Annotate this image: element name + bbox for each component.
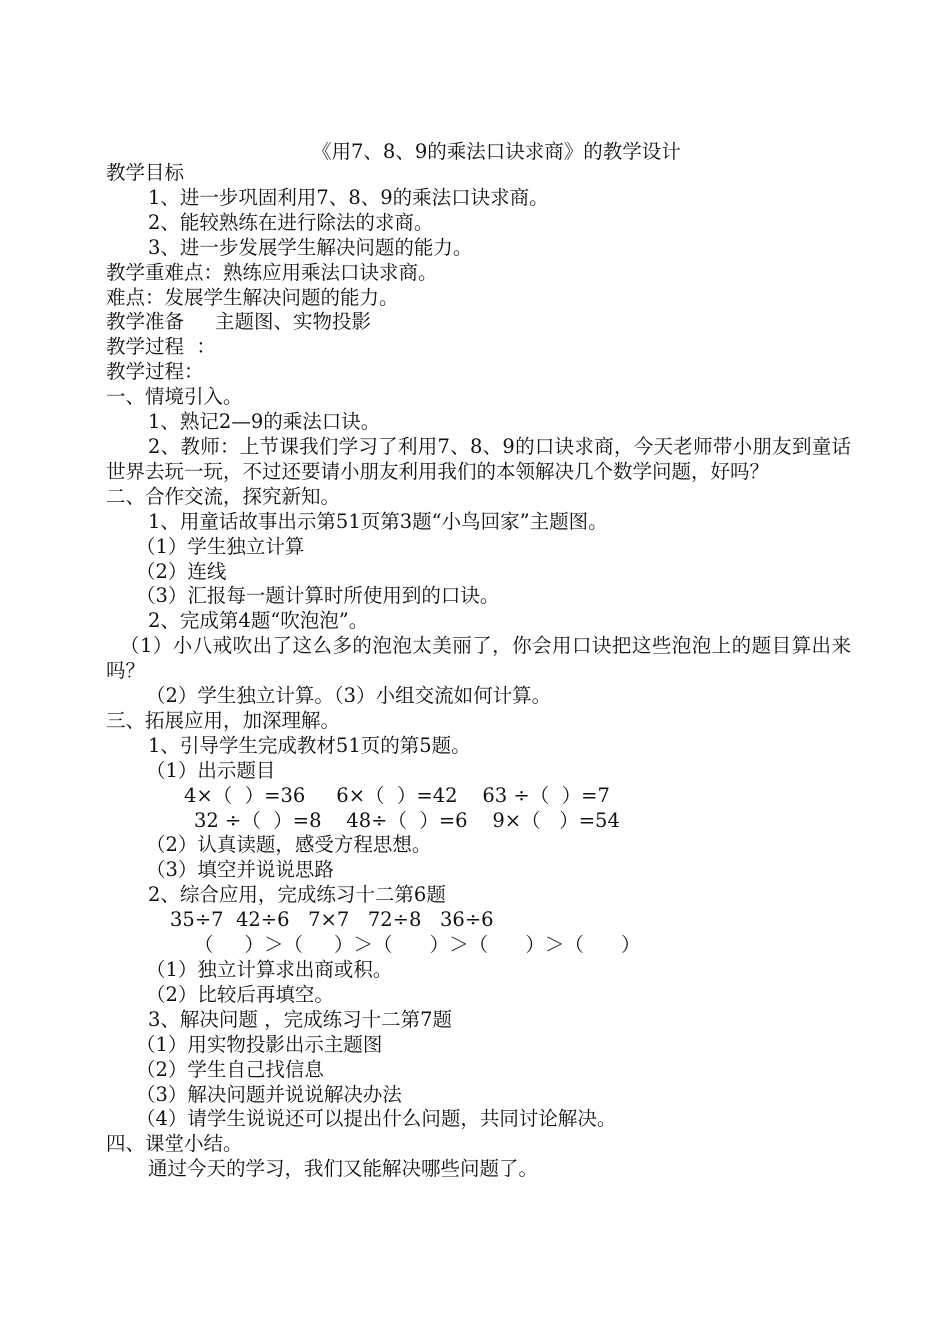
step-item: 3、解决问题 ，完成练习十二第7题 [148, 1007, 453, 1031]
goal-item: 2、能较熟练在进行除法的求商。 [148, 210, 434, 234]
step-item: 1、用童话故事出示第51页第3题“小鸟回家”主题图。 [148, 509, 608, 533]
step-item: 1、引导学生完成教材51页的第5题。 [148, 733, 471, 757]
expression-row: 35÷7 42÷6 7×7 72÷8 36÷6 [170, 908, 494, 932]
sub-step: （2）认真读题，感受方程思想。 [146, 833, 432, 857]
goal-item: 1、进一步巩固利用7、8、9的乘法口诀求商。 [148, 185, 549, 209]
heading-teaching-process: 教学过程 ： [106, 335, 216, 359]
comparison-row: （ ）＞（ ）＞（ ）＞（ ）＞（ ） [194, 933, 641, 957]
key-points: 教学重难点：熟练应用乘法口诀求商。 [106, 260, 438, 284]
equation-row: 4×（ ）=36 6×（ ）=42 63 ÷（ ）=7 [184, 783, 610, 807]
teaching-preparation: 教学准备 主题图、实物投影 [106, 310, 371, 334]
step-item: 1、熟记2—9的乘法口诀。 [148, 410, 381, 434]
document-title: 《用7、8、9的乘法口诀求商》的教学设计 [312, 140, 681, 163]
document-body [106, 161, 851, 1182]
step-item: 2、完成第4题“吹泡泡”。 [148, 609, 369, 633]
sub-step: （2）学生独立计算。（3）小组交流如何计算。 [146, 684, 552, 708]
heading-teaching-process: 教学过程： [106, 360, 204, 384]
sub-step: （4）请学生说说还可以提出什么问题，共同讨论解决。 [136, 1107, 617, 1131]
summary-text: 通过今天的学习，我们又能解决哪些问题了。 [148, 1157, 539, 1181]
sub-step: （2）连线 [136, 559, 227, 583]
sub-step: （2）学生自己找信息 [136, 1057, 324, 1081]
sub-step: （3）填空并说说思路 [146, 858, 334, 882]
difficult-points: 难点：发展学生解决问题的能力。 [106, 285, 399, 309]
sub-step: （3）解决问题并说说解决办法 [136, 1082, 402, 1106]
sub-step: （3）汇报每一题计算时所使用到的口诀。 [136, 584, 500, 608]
section-heading: 三、拓展应用，加深理解。 [106, 708, 341, 732]
goal-item: 3、进一步发展学生解决问题的能力。 [148, 235, 473, 259]
equation-row: 32 ÷（ ）=8 48÷（ ）=6 9×（ ）=54 [194, 808, 620, 832]
section-heading: 二、合作交流，探究新知。 [106, 484, 341, 508]
sub-step-paragraph: （1）小八戒吹出了这么多的泡泡太美丽了，你会用口诀把这些泡泡上的题目算出来吗？ [106, 634, 851, 683]
sub-step: （1）用实物投影出示主题图 [136, 1032, 383, 1056]
heading-teaching-goals: 教学目标 [106, 161, 185, 184]
sub-step: （1）独立计算求出商或积。 [146, 958, 393, 981]
sub-step: （1）学生独立计算 [136, 534, 305, 558]
section-heading: 四、课堂小结。 [106, 1132, 243, 1156]
step-item: 2、综合应用，完成练习十二第6题 [148, 883, 446, 907]
step-paragraph: 2、教师：上节课我们学习了利用7、8、9的口诀求商，今天老师带小朋友到童话世界去玩一玩，不过还要请小朋友利用我们的本领解决几个数学问题，好吗？ [106, 434, 851, 483]
sub-step: （1）出示题目 [146, 758, 276, 782]
sub-step: （2）比较后再填空。 [146, 982, 334, 1006]
section-heading: 一、情境引入。 [106, 385, 243, 409]
